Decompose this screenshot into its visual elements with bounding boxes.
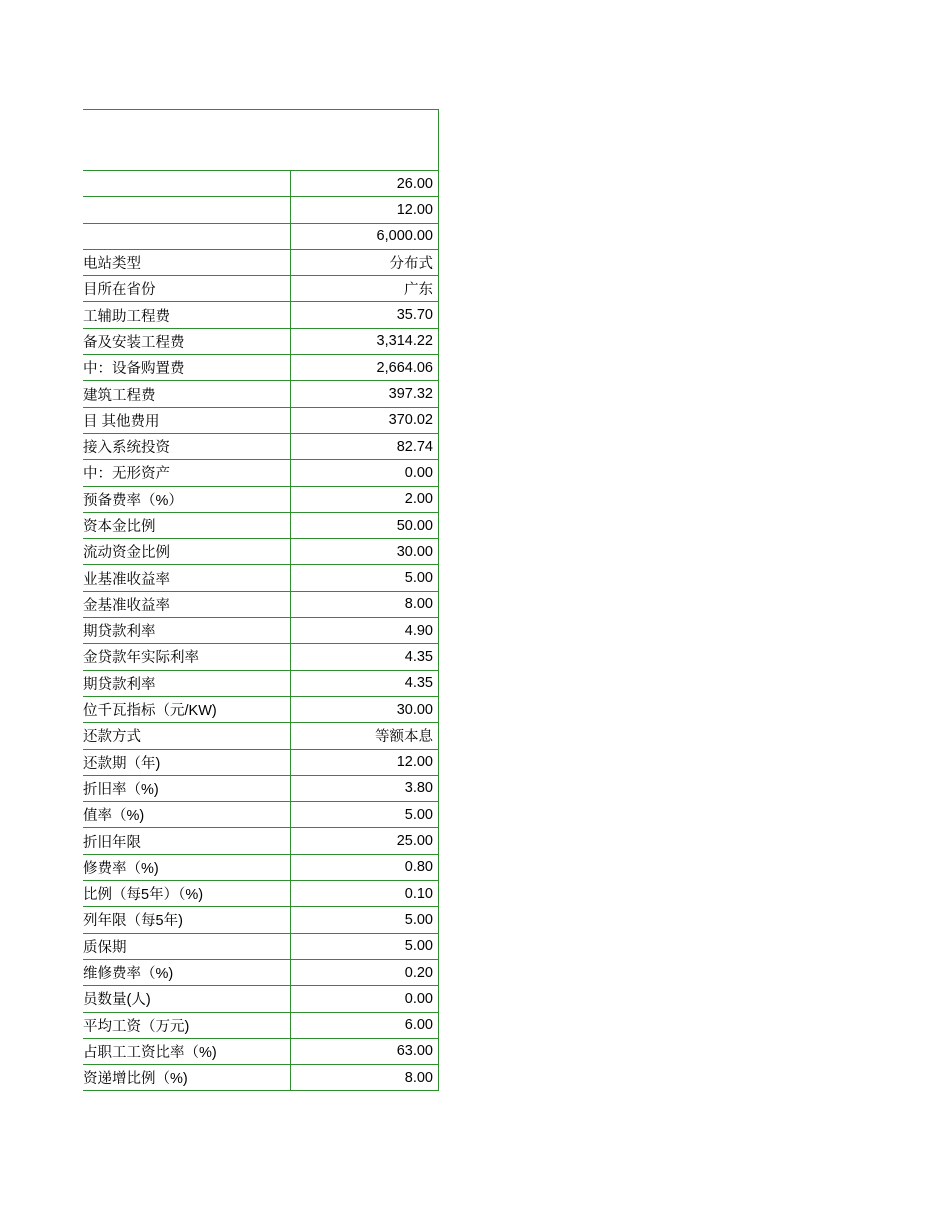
table-row <box>83 828 438 854</box>
table-row <box>83 854 438 880</box>
parameter-value-cell[interactable]: 4.90 <box>291 618 438 644</box>
parameter-label-cell[interactable]: 业基准收益率 <box>83 565 291 591</box>
table-row <box>83 302 438 328</box>
parameter-value-cell[interactable]: 12.00 <box>291 749 438 775</box>
parameter-label-cell[interactable]: 还款方式 <box>83 723 291 749</box>
table-row <box>83 355 438 381</box>
table-row <box>83 986 438 1012</box>
parameter-label-cell[interactable]: 中：设备购置费 <box>83 355 291 381</box>
parameter-value-cell[interactable]: 5.00 <box>291 933 438 959</box>
parameter-value-cell[interactable]: 6.00 <box>291 1012 438 1038</box>
parameter-label-cell[interactable] <box>83 197 291 223</box>
table-row <box>83 881 438 907</box>
parameter-label-cell[interactable]: 修费率（%) <box>83 854 291 880</box>
parameter-label-cell[interactable]: 备及安装工程费 <box>83 328 291 354</box>
parameter-label-cell[interactable]: 比例（每5年）（%) <box>83 881 291 907</box>
parameter-value-cell[interactable]: 12.00 <box>291 197 438 223</box>
parameter-value-cell[interactable]: 35.70 <box>291 302 438 328</box>
parameter-label-cell[interactable]: 电站类型 <box>83 249 291 275</box>
parameter-label-cell[interactable]: 目 其他费用 <box>83 407 291 433</box>
parameter-label-cell[interactable]: 流动资金比例 <box>83 539 291 565</box>
table-row <box>83 696 438 722</box>
parameter-label-cell[interactable] <box>83 171 291 197</box>
parameter-label-cell[interactable]: 工辅助工程费 <box>83 302 291 328</box>
table-row <box>83 618 438 644</box>
parameter-value-cell[interactable]: 50.00 <box>291 512 438 538</box>
parameter-label-cell[interactable]: 金基准收益率 <box>83 591 291 617</box>
parameter-table <box>83 171 438 1091</box>
table-row <box>83 1012 438 1038</box>
parameter-label-cell[interactable]: 资本金比例 <box>83 512 291 538</box>
parameter-label-cell[interactable]: 中：无形资产 <box>83 460 291 486</box>
parameter-value-cell[interactable]: 8.00 <box>291 1065 438 1091</box>
parameter-value-cell[interactable]: 0.00 <box>291 986 438 1012</box>
table-row <box>83 381 438 407</box>
parameter-label-cell[interactable]: 期贷款利率 <box>83 618 291 644</box>
table-row <box>83 802 438 828</box>
table-row <box>83 512 438 538</box>
parameter-label-cell[interactable]: 占职工工资比率（%) <box>83 1038 291 1064</box>
parameter-label-cell[interactable]: 质保期 <box>83 933 291 959</box>
table-row <box>83 171 438 197</box>
parameter-label-cell[interactable]: 资递增比例（%) <box>83 1065 291 1091</box>
parameter-value-cell[interactable]: 2.00 <box>291 486 438 512</box>
table-row <box>83 959 438 985</box>
table-row <box>83 223 438 249</box>
parameter-value-cell[interactable]: 5.00 <box>291 802 438 828</box>
parameter-value-cell[interactable]: 0.80 <box>291 854 438 880</box>
parameter-label-cell[interactable]: 值率（%) <box>83 802 291 828</box>
table-row <box>83 197 438 223</box>
parameter-sheet <box>83 109 439 1091</box>
parameter-value-cell[interactable]: 5.00 <box>291 907 438 933</box>
parameter-label-cell[interactable]: 折旧率（%) <box>83 775 291 801</box>
parameter-label-cell[interactable]: 期贷款利率 <box>83 670 291 696</box>
parameter-value-cell[interactable]: 4.35 <box>291 670 438 696</box>
parameter-label-cell[interactable]: 位千瓦指标（元/KW) <box>83 696 291 722</box>
parameter-value-cell[interactable]: 0.10 <box>291 881 438 907</box>
parameter-value-cell[interactable]: 82.74 <box>291 433 438 459</box>
parameter-value-cell[interactable]: 63.00 <box>291 1038 438 1064</box>
parameter-value-cell[interactable]: 30.00 <box>291 539 438 565</box>
table-row <box>83 644 438 670</box>
table-row <box>83 249 438 275</box>
parameter-label-cell[interactable]: 目所在省份 <box>83 276 291 302</box>
table-row <box>83 1065 438 1091</box>
table-row <box>83 723 438 749</box>
parameter-label-cell[interactable]: 预备费率（%） <box>83 486 291 512</box>
parameter-value-cell[interactable]: 4.35 <box>291 644 438 670</box>
table-row <box>83 907 438 933</box>
table-row <box>83 1038 438 1064</box>
table-row <box>83 749 438 775</box>
parameter-label-cell[interactable]: 接入系统投资 <box>83 433 291 459</box>
parameter-label-cell[interactable]: 员数量(人) <box>83 986 291 1012</box>
parameter-value-cell[interactable]: 8.00 <box>291 591 438 617</box>
parameter-value-cell[interactable]: 5.00 <box>291 565 438 591</box>
table-row <box>83 591 438 617</box>
parameter-value-cell[interactable]: 30.00 <box>291 696 438 722</box>
parameter-value-cell[interactable]: 25.00 <box>291 828 438 854</box>
table-row <box>83 933 438 959</box>
table-row <box>83 670 438 696</box>
sheet-header-cell <box>83 109 438 171</box>
parameter-value-cell[interactable]: 6,000.00 <box>291 223 438 249</box>
table-row <box>83 276 438 302</box>
parameter-value-cell[interactable]: 0.00 <box>291 460 438 486</box>
table-row <box>83 407 438 433</box>
parameter-value-cell[interactable]: 广东 <box>291 276 438 302</box>
parameter-rows <box>83 171 438 1091</box>
table-row <box>83 328 438 354</box>
parameter-label-cell[interactable]: 金贷款年实际利率 <box>83 644 291 670</box>
parameter-value-cell[interactable]: 3.80 <box>291 775 438 801</box>
table-row <box>83 486 438 512</box>
parameter-value-cell[interactable]: 2,664.06 <box>291 355 438 381</box>
parameter-value-cell[interactable]: 370.02 <box>291 407 438 433</box>
parameter-label-cell[interactable]: 列年限（每5年) <box>83 907 291 933</box>
table-row <box>83 775 438 801</box>
parameter-label-cell[interactable]: 维修费率（%) <box>83 959 291 985</box>
table-row <box>83 460 438 486</box>
parameter-label-cell[interactable]: 还款期（年) <box>83 749 291 775</box>
parameter-label-cell[interactable]: 建筑工程费 <box>83 381 291 407</box>
parameter-value-cell[interactable]: 分布式 <box>291 249 438 275</box>
parameter-label-cell[interactable]: 平均工资（万元) <box>83 1012 291 1038</box>
parameter-value-cell[interactable]: 3,314.22 <box>291 328 438 354</box>
parameter-value-cell[interactable]: 0.20 <box>291 959 438 985</box>
table-row <box>83 433 438 459</box>
parameter-value-cell[interactable]: 等额本息 <box>291 723 438 749</box>
table-row <box>83 539 438 565</box>
table-row <box>83 565 438 591</box>
parameter-value-cell[interactable]: 26.00 <box>291 171 438 197</box>
parameter-label-cell[interactable] <box>83 223 291 249</box>
parameter-value-cell[interactable]: 397.32 <box>291 381 438 407</box>
parameter-label-cell[interactable]: 折旧年限 <box>83 828 291 854</box>
